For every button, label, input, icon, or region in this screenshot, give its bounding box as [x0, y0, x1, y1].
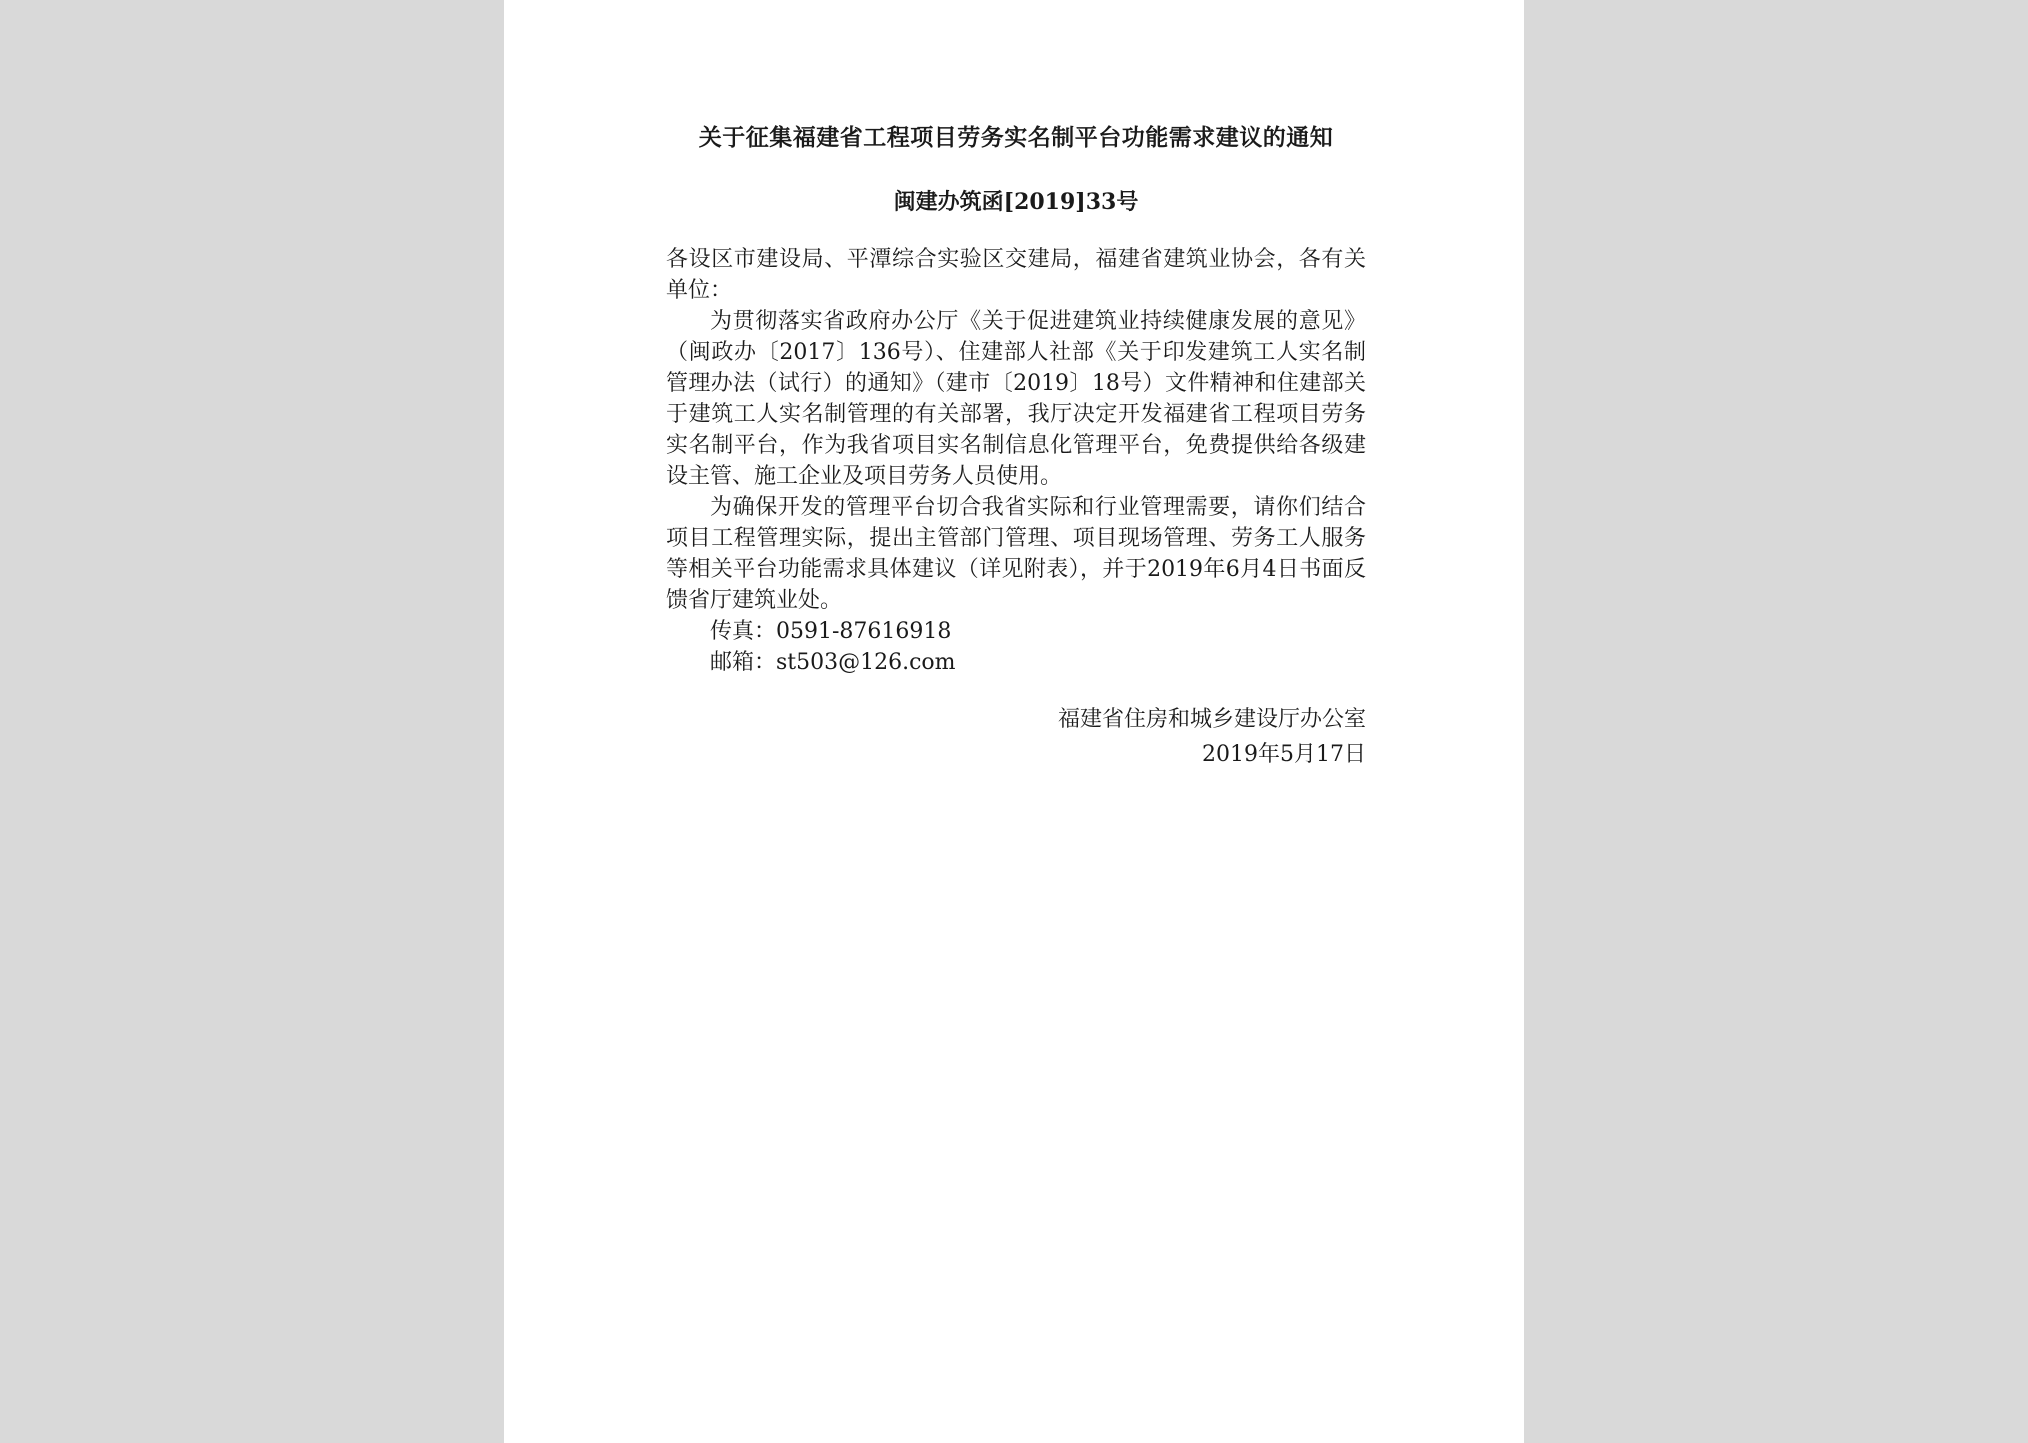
salutation: 各设区市建设局、平潭综合实验区交建局，福建省建筑业协会，各有关单位： [666, 247, 1366, 303]
document-number: 闽建办筑函[2019]33号 [893, 189, 1139, 215]
email-line: 邮箱：st503@126.com [710, 650, 956, 675]
issue-date: 2019年5月17日 [1202, 742, 1366, 767]
document-title: 关于征集福建省工程项目劳务实名制平台功能需求建议的通知 [698, 124, 1334, 151]
paragraph-2: 为确保开发的管理平台切合我省实际和行业管理需要，请你们结合项目工程管理实际，提出主管部门管理、项目现场管理、劳务工人服务等相关平台功能需求具体建议（详见附表），并于2019年6月4日书面反馈省厅建筑业处。 [666, 495, 1366, 613]
fax-line: 传真：0591-87616918 [710, 619, 952, 644]
document-page [504, 0, 1524, 1443]
issuer: 福建省住房和城乡建设厅办公室 [1057, 707, 1366, 732]
document-body [666, 244, 1366, 678]
paragraph-1: 为贯彻落实省政府办公厅《关于促进建筑业持续健康发展的意见》（闽政办〔2017〕136号）、住建部人社部《关于印发建筑工人实名制管理办法（试行）的通知》（建市〔2019〕18号）文件精神和住建部关于建筑工人实名制管理的有关部署，我厅决定开发福建省工程项目劳务实名制平台，作为我省项目实名制信息化管理平台，免费提供给各级建设主管、施工企业及项目劳务人员使用。 [666, 309, 1366, 489]
signature-block [666, 702, 1366, 772]
document-content [666, 118, 1366, 772]
